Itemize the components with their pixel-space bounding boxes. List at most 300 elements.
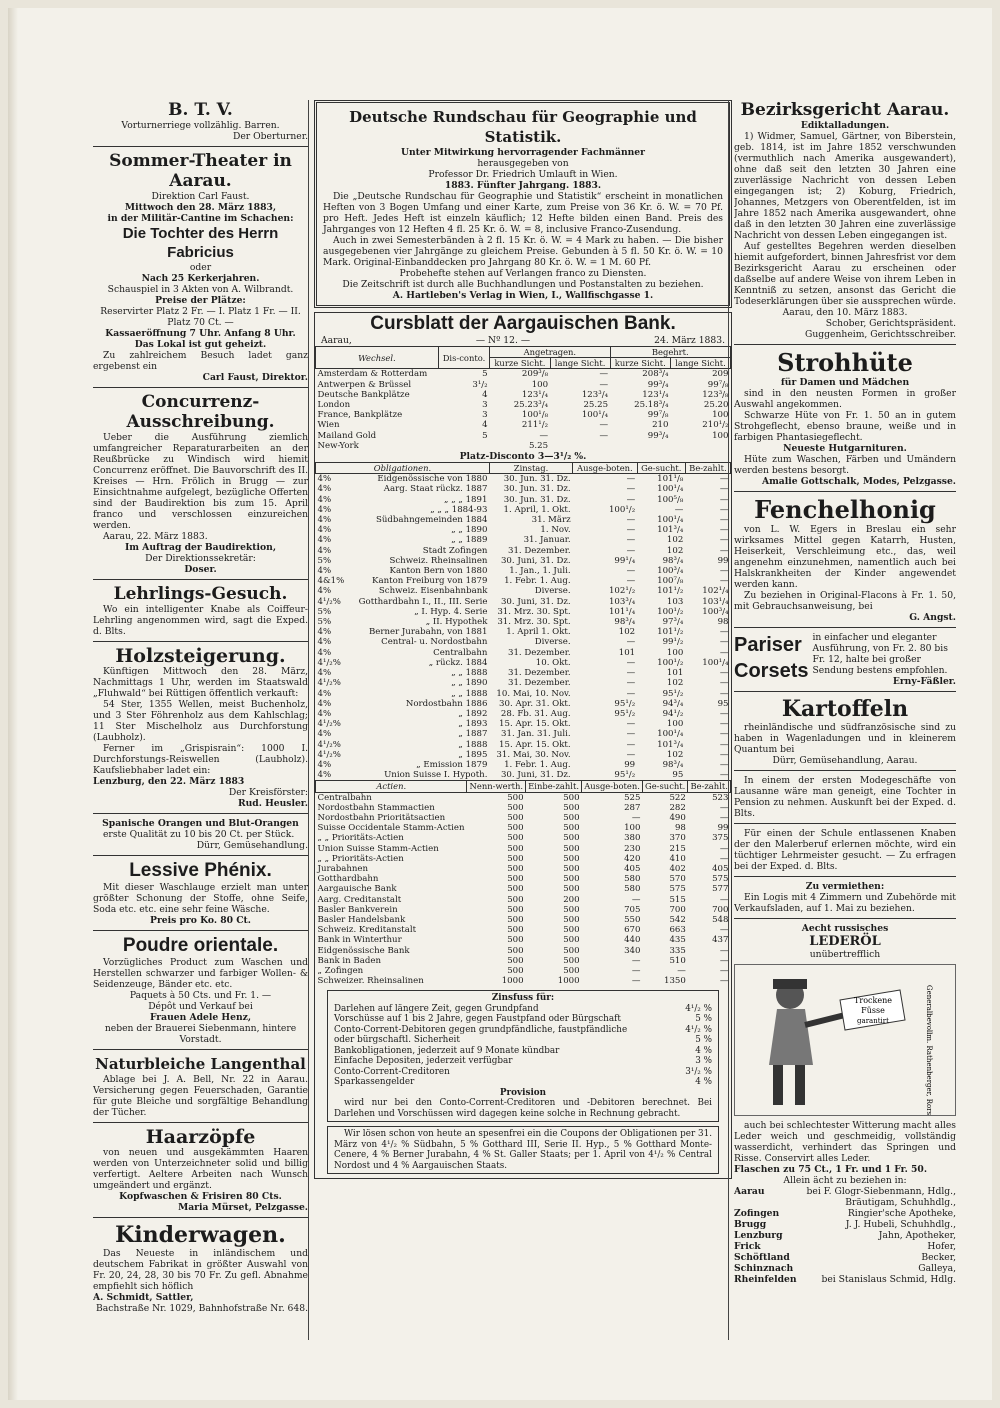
- bank-number: — Nº 12. —: [475, 335, 531, 346]
- actien-row-cell: 500: [507, 945, 524, 956]
- wechsel-row-cell: 123¹/₄: [642, 389, 669, 400]
- bezirk-sign1: Schober, Gerichtspräsident.: [825, 318, 956, 329]
- actien-row-cell: 700: [712, 904, 729, 915]
- oblig-row-cell: 99: [624, 759, 636, 770]
- oblig-row-cell: —: [719, 678, 729, 689]
- oblig-row: [316, 576, 731, 586]
- actien-row-cell: 402: [669, 863, 686, 874]
- wechsel-row: [316, 441, 731, 451]
- page-edge-left: [8, 8, 18, 1400]
- wechsel-row: [316, 390, 731, 400]
- divider: [734, 823, 956, 824]
- actien-row-cell: 705: [624, 904, 641, 915]
- theater-subtitle: Nach 25 Kerkerjahren.: [141, 273, 260, 284]
- holz-title: Holzsteigerung.: [115, 645, 286, 667]
- theater-sign: Carl Faust, Direktor.: [202, 372, 308, 383]
- oblig-row: [316, 729, 731, 739]
- rundschau-text2: Auch in zwei Semesterbänden à 2 fl. 15 Kr. ö. W. = 4 Mark zu haben. — Die bisher ausgegebenen vier Jahrgänge zu gleichem Preise. Gebunden à 5 fl. 50 Kr. ö. W. = 10 Mark. Original-Einbanddecken pro Jahrgang 80 Kr. ö. W. = 1 M. 60 Pf.: [323, 235, 723, 268]
- zinsfuss-label: Einfache Depositen, jederzeit verfügbar: [334, 1056, 513, 1067]
- actien-row-cell: 577: [712, 884, 729, 895]
- oblig-row-cell: „ „ „ 1891: [444, 494, 488, 505]
- oblig-row-cell: 101¹/₈: [657, 474, 684, 485]
- oblig-row-cell: „ 1893: [458, 719, 488, 730]
- gesucht-header: Ge-sucht.: [642, 781, 687, 792]
- oblig-row-cell: 4%: [317, 698, 332, 709]
- actien-row: [316, 956, 731, 966]
- oblig-row-cell: 95¹/₂: [614, 698, 636, 709]
- oblig-row: [316, 699, 731, 709]
- oblig-row-cell: „ „ 1890: [451, 678, 488, 689]
- actien-row: [316, 966, 731, 976]
- depot-town: Rheinfelden: [734, 1274, 797, 1285]
- wechsel-row-cell: Wien: [317, 420, 340, 431]
- wechsel-row-cell: 3: [482, 410, 488, 421]
- oblig-row-cell: 30. Juni, 31. Dz.: [500, 770, 571, 781]
- actien-row-cell: 500: [507, 802, 524, 813]
- oblig-row-cell: 31. Mai, 30. Nov.: [496, 749, 571, 760]
- actien-row: [316, 884, 731, 894]
- oblig-row: [316, 750, 731, 760]
- oblig-row-cell: 10. Mai, 10. Nov.: [496, 688, 571, 699]
- actien-row: [316, 823, 731, 833]
- pariser-body: [812, 632, 956, 687]
- wechsel-row: [316, 431, 731, 441]
- oblig-row-cell: 4%: [317, 525, 332, 536]
- actien-row-cell: 500: [507, 823, 524, 834]
- orangen-sign: Dürr, Gemüsehandlung.: [196, 840, 308, 851]
- naturbleiche-ad: [93, 1054, 308, 1118]
- actien-row-cell: 215: [669, 843, 686, 854]
- oblig-row-cell: 4&1%: [317, 576, 345, 587]
- actien-row-cell: 340: [624, 945, 641, 956]
- actien-row-cell: Suisse Occidentale Stamm-Actien: [317, 823, 465, 834]
- wechsel-disc-header: Dis-conto.: [438, 347, 489, 369]
- pariser-ad: [734, 632, 956, 687]
- bank-date: 24. März 1883.: [654, 335, 725, 346]
- zinsfuss-rate: 4¹/₂ %: [685, 1003, 712, 1014]
- actien-row-cell: —: [719, 945, 729, 956]
- actien-row-cell: 440: [624, 935, 641, 946]
- actien-row-cell: —: [719, 802, 729, 813]
- oblig-row-cell: 100¹/₂: [657, 606, 684, 617]
- oblig-row-cell: 31. Dezember.: [508, 678, 571, 689]
- actien-row-cell: Nordostbahn Prioritätsactien: [317, 812, 446, 823]
- wechsel-row-cell: Antwerpen & Brüssel: [317, 379, 412, 390]
- oblig-row-cell: 100¹/₄: [657, 729, 684, 740]
- oblig-row-cell: 102: [666, 535, 684, 546]
- wechsel-row-cell: 4: [482, 389, 488, 400]
- oblig-row-cell: 1. April, 1. Okt.: [503, 504, 571, 515]
- actien-table: [315, 780, 731, 986]
- ausgeboten-header: Ausge-boten.: [573, 463, 638, 474]
- right-column: [734, 100, 956, 1289]
- bezahlt-header: Be-zahlt.: [688, 781, 731, 792]
- oblig-row-cell: 101¹/₄: [608, 606, 636, 617]
- actien-row-cell: 500: [563, 812, 580, 823]
- zinsfuss-row: [334, 1077, 712, 1088]
- wechsel-row: [316, 420, 731, 430]
- actien-row-cell: 500: [563, 853, 580, 864]
- bezirk-sub: Ediktalladungen.: [800, 120, 890, 131]
- oblig-row-cell: Südbahngemeinden 1884: [376, 515, 488, 526]
- actien-row-cell: 500: [563, 863, 580, 874]
- poudre-ad: [93, 935, 308, 1045]
- oblig-row-cell: 98³/₄: [662, 555, 684, 566]
- zinsfuss-rate: 3¹/₂ %: [685, 1066, 712, 1077]
- oblig-row-cell: —: [719, 637, 729, 648]
- concurrenz-date: Aarau, 22. März 1883.: [103, 531, 208, 542]
- zinsfuss-label: Conto-Corrent-Debitoren gegen grundpfändliche, faustpfändliche: [334, 1024, 628, 1035]
- theater-ad: [93, 151, 308, 383]
- actien-row-cell: 405: [712, 863, 729, 874]
- poudre-addr: neben der Brauerei Siebenmann, hintere Vorstadt.: [104, 1023, 297, 1045]
- wechsel-row-cell: —: [539, 430, 549, 441]
- concurrenz-title: Concurrenz-Ausschreibung.: [126, 392, 275, 432]
- oblig-row: [316, 740, 731, 750]
- wechsel-row-cell: 99³/₄: [647, 379, 669, 390]
- divider: [734, 770, 956, 771]
- ausgeboten-header: Ausge-boten.: [582, 781, 643, 792]
- depot-row: [734, 1274, 956, 1285]
- oblig-row-cell: 100¹/₄: [657, 515, 684, 526]
- oblig-row-cell: —: [626, 474, 636, 485]
- orangen-text: erste Qualität zu 10 bis 20 Ct. per Stück.: [103, 829, 295, 840]
- stroh-neu: Neueste Hutgarnituren.: [783, 443, 907, 454]
- actien-row-cell: 490: [669, 812, 686, 823]
- actien-row-cell: Schweiz. Kreditanstalt: [317, 925, 417, 936]
- kartoffeln-text: rheinländische und südfranzösische sind zu haben in Wagenladungen und in kleinerem Quantum bei: [734, 722, 956, 755]
- oblig-row-cell: 28. Fb. 31. Aug.: [500, 708, 571, 719]
- depot-town: Schinznach: [734, 1263, 794, 1274]
- oblig-row-cell: —: [626, 668, 636, 679]
- actien-row-cell: —: [719, 955, 729, 966]
- actien-row: [316, 915, 731, 925]
- oblig-row-cell: Schweiz. Eisenbahnbank: [378, 586, 488, 597]
- oblig-row-cell: „ I. Hyp. 4. Serie: [414, 606, 488, 617]
- stroh-text: sind in den neusten Formen in großer Auswahl angekommen.: [734, 388, 956, 410]
- depot-town: Brugg: [734, 1219, 767, 1230]
- provision-text: wird nur bei den Conto-Corrent-Creditoren und -Debitoren berechnet. Bei Darlehen und Vorschüssen wird dagegen keine solche in Rechnung gebracht.: [334, 1098, 712, 1119]
- wechsel-row-cell: 100¹/₈: [521, 410, 549, 421]
- oblig-body: [316, 474, 731, 781]
- lessive-text: Mit dieser Waschlauge erzielt man unter größter Schonung der Stoffe, ohne Seife, Soda etc. etc. eine sehr feine Wäsche.: [93, 882, 308, 915]
- wechsel-row: [316, 400, 731, 410]
- actien-row-cell: 580: [624, 884, 641, 895]
- oblig-row-cell: —: [719, 484, 729, 495]
- concurrenz-sign: Doser.: [184, 564, 217, 575]
- stroh-title: Strohhüte: [777, 348, 913, 377]
- russian-figure-icon: [735, 965, 935, 1115]
- leder-title: LEDERÖL: [809, 934, 881, 949]
- oblig-row-cell: 103¹/₄: [702, 596, 729, 607]
- bezirk-notice: [734, 100, 956, 340]
- oblig-row-cell: 1. Febr. 1. Aug.: [504, 759, 571, 770]
- oblig-row-cell: 15. Apr. 15. Okt.: [499, 739, 571, 750]
- haar-ad: [93, 1127, 308, 1213]
- oblig-row-cell: „ 1888: [458, 739, 488, 750]
- theater-place: in der Militär-Cantine im Schachen:: [107, 213, 294, 224]
- wechsel-row-cell: [438, 441, 489, 451]
- actien-row-cell: 500: [563, 802, 580, 813]
- actien-row-cell: 230: [624, 843, 641, 854]
- leder-price: Flaschen zu 75 Ct., 1 Fr. und 1 Fr. 50.: [734, 1164, 928, 1175]
- oblig-row-cell: 103: [666, 596, 684, 607]
- newspaper-page: [8, 8, 992, 1400]
- oblig-table: [315, 462, 731, 780]
- actien-row: [316, 905, 731, 915]
- wechsel-row-cell: 99⁷/₈: [707, 379, 729, 390]
- concurrenz-sec: Der Direktionssekretär:: [145, 553, 256, 564]
- actien-row-cell: 200: [563, 894, 580, 905]
- pariser-sign: Erny-Fäßler.: [892, 676, 956, 687]
- actien-row-cell: 405: [624, 863, 641, 874]
- oblig-row-cell: 99: [717, 555, 729, 566]
- actien-row-cell: 670: [624, 925, 641, 936]
- actien-row-cell: 500: [563, 904, 580, 915]
- oblig-row-cell: 4%: [317, 535, 332, 546]
- wechsel-row-cell: —: [599, 369, 609, 380]
- kinder-text: Das Neueste in inländischem und deutschem Fabrikat in größter Auswahl von Fr. 20, 24, 28, 30 bis 70 Fr. Zu gefl. Abnahme empfiehlt sich höflich: [93, 1248, 308, 1292]
- oblig-row-cell: —: [626, 515, 636, 526]
- oblig-row-cell: Stadt Zofingen: [422, 545, 488, 556]
- oblig-row: [316, 760, 731, 770]
- wechsel-row-cell: 25.18³/₄: [634, 400, 669, 411]
- oblig-row-cell: —: [626, 576, 636, 587]
- oblig-row-cell: Berner Jurabahn, von 1881: [368, 627, 488, 638]
- actien-row-cell: 500: [507, 904, 524, 915]
- oblig-row: [316, 607, 731, 617]
- divider: [93, 146, 308, 147]
- oblig-row-cell: 4%: [317, 729, 332, 740]
- oblig-row-cell: Aarg. Staat rückz. 1887: [383, 484, 488, 495]
- actien-row: [316, 792, 731, 803]
- actien-row: [316, 833, 731, 843]
- oblig-row-cell: Schweiz. Rheinsalinen: [389, 555, 488, 566]
- oblig-row-cell: 101¹/₂: [657, 586, 684, 597]
- oblig-row-cell: Union Suisse I. Hypoth.: [384, 770, 488, 781]
- zinsfuss-label: Conto-Corrent-Creditoren: [334, 1066, 450, 1077]
- oblig-row-cell: —: [719, 729, 729, 740]
- oblig-row-cell: —: [719, 504, 729, 515]
- oblig-row-cell: —: [719, 545, 729, 556]
- oblig-row-cell: —: [719, 627, 729, 638]
- oblig-row: [316, 495, 731, 505]
- wechsel-row-cell: 210¹/₂: [702, 420, 729, 431]
- leder-sub: unübertrefflich: [809, 949, 881, 960]
- theater-director: Direktion Carl Faust.: [151, 191, 250, 202]
- pariser-word2: Corsets: [734, 660, 809, 682]
- wechsel-row-cell: 5.25: [528, 440, 549, 451]
- actien-row-cell: 500: [563, 965, 580, 976]
- wechsel-row-cell: 123³/₈: [702, 389, 729, 400]
- actien-row-cell: 580: [624, 874, 641, 885]
- mode-notice: In einem der ersten Modegeschäfte von Lausanne wäre man geneigt, eine Tochter in Pension zu nehmen. Auskunft bei der Exped. d. Blts.: [734, 775, 956, 819]
- leder-side-text: Generalbevollm. Rathenberger, Rorschach: [925, 985, 933, 1115]
- wechsel-row-cell: 100: [531, 379, 549, 390]
- oblig-row-cell: —: [719, 759, 729, 770]
- poudre-depot: Dépôt und Verkauf bei: [148, 1001, 253, 1012]
- oblig-row-cell: 4%: [317, 770, 332, 781]
- oblig-row-cell: 101³/₄: [657, 525, 684, 536]
- zinstag-header: Zinstag.: [489, 463, 572, 474]
- oblig-row-cell: 4¹/₂%: [317, 719, 341, 730]
- actien-row-cell: 500: [563, 884, 580, 895]
- depot-row: [734, 1252, 956, 1263]
- rundschau-text3: Probehefte stehen auf Verlangen franco zu Diensten.: [399, 268, 647, 279]
- oblig-row-cell: —: [626, 484, 636, 495]
- zinsfuss-box: [327, 990, 719, 1122]
- actien-row-cell: 100: [624, 823, 641, 834]
- actien-row-cell: 500: [507, 884, 524, 895]
- lehrling-text: Wo ein intelligenter Knabe als Coiffeur-Lehrling angenommen wird, sagt die Exped. d. Blts.: [93, 604, 308, 637]
- oblig-row-cell: 100³/₄: [702, 606, 729, 617]
- actien-row: [316, 854, 731, 864]
- divider: [93, 855, 308, 856]
- actien-row-cell: 500: [563, 935, 580, 946]
- actien-row: [316, 895, 731, 905]
- oblig-row-cell: —: [719, 494, 729, 505]
- actien-row-cell: 500: [563, 843, 580, 854]
- oblig-row: [316, 678, 731, 688]
- oblig-row-cell: Central- u. Nordostbahn: [381, 637, 488, 648]
- haar-sign: Maria Mürset, Pelzgasse.: [178, 1202, 308, 1213]
- theater-heated: Das Lokal ist gut geheizt.: [134, 339, 267, 350]
- einbezahlt-header: Einbe-zahlt.: [526, 781, 582, 792]
- oblig-row-cell: 102¹/₄: [702, 586, 729, 597]
- oblig-row-cell: —: [719, 474, 729, 485]
- oblig-row-cell: 31. Jan. 31. Juli.: [501, 729, 571, 740]
- depot-row: [734, 1230, 956, 1241]
- kartoffeln-sign: Dürr, Gemüsehandlung, Aarau.: [772, 755, 918, 766]
- oblig-row-cell: 31. Dezember.: [508, 647, 571, 658]
- actien-row-cell: 500: [563, 925, 580, 936]
- actien-row-cell: 550: [624, 914, 641, 925]
- oblig-row-cell: 4%: [317, 566, 332, 577]
- wechsel-row-cell: 5: [482, 430, 488, 441]
- wechsel-row-cell: —: [599, 430, 609, 441]
- kinder-ad: [93, 1222, 308, 1314]
- oblig-row-cell: „ „ 1889: [451, 535, 488, 546]
- oblig-row-cell: „ „ 1888: [451, 688, 488, 699]
- oblig-title: Obligationen.: [316, 463, 490, 474]
- oblig-row-cell: Diverse.: [534, 586, 571, 597]
- actien-row-cell: 375: [712, 833, 729, 844]
- oblig-row-cell: —: [719, 668, 729, 679]
- oblig-row-cell: „ „ 1890: [451, 525, 488, 536]
- oblig-row-cell: —: [626, 494, 636, 505]
- actien-row-cell: Centralbahn: [317, 792, 372, 803]
- oblig-row-cell: 4%: [317, 586, 332, 597]
- actien-row-cell: 500: [507, 833, 524, 844]
- column-rule: [728, 100, 729, 1340]
- oblig-row-cell: 4¹/₂%: [317, 749, 341, 760]
- theater-desc: Schauspiel in 3 Akten von A. Wilbrandt.: [107, 284, 294, 295]
- kinder-addr: Bachstraße Nr. 1029, Bahnhofstraße Nr. 648.: [96, 1303, 308, 1314]
- oblig-row-cell: 31. Mrz. 30. Spt.: [497, 617, 571, 628]
- wechsel-row-cell: 99³/₄: [647, 430, 669, 441]
- leder-illustration: [734, 964, 956, 1116]
- wechsel-angetr-header: Angetragen.: [490, 347, 610, 358]
- oblig-row-cell: 4%: [317, 647, 332, 658]
- leder-head: Aecht russisches: [801, 923, 889, 934]
- divider: [734, 491, 956, 492]
- zinsfuss-rate: 5 %: [695, 1035, 712, 1046]
- oblig-row-cell: 102: [618, 627, 636, 638]
- actien-row-cell: 435: [669, 935, 686, 946]
- actien-row-cell: 500: [563, 874, 580, 885]
- pariser-word1: Pariser: [734, 634, 802, 656]
- rundschau-sub1: Unter Mitwirkung hervorragender Fachmänner: [400, 147, 645, 158]
- oblig-row-cell: „ II. Hypothek: [425, 617, 488, 628]
- actien-row: [316, 813, 731, 823]
- stroh-ad: [734, 349, 956, 487]
- zinsfuss-row: [334, 1035, 712, 1046]
- holz-sec: Der Kreisförster:: [228, 787, 308, 798]
- oblig-row-cell: 5%: [317, 555, 332, 566]
- rundschau-text: Die „Deutsche Rundschau für Geographie und Statistik“ erscheint in monatlichen Heften von 3 Bogen Umfang und einer Karte, zum Preise von 36 Kr. ö. W. = 70 Pf. pro Heft. Jedes Heft ist einzeln käuflich; 12 Hefte bilden einen Band. Preis des Jahrganges von 12 Heften 4 fl. 25 Kr. ö. W. = 8, inclusive Franco-Zusendung.: [323, 191, 723, 235]
- oblig-row-cell: 102¹/₂: [608, 586, 636, 597]
- oblig-row-cell: —: [719, 688, 729, 699]
- actien-row-cell: Eidgenössische Bank: [317, 945, 410, 956]
- oblig-row-cell: —: [626, 719, 636, 730]
- depot-seller: Ringier'sche Apotheke,: [847, 1208, 956, 1219]
- rundschau-year: 1883. Fünfter Jahrgang. 1883.: [444, 180, 602, 191]
- actien-row-cell: 570: [669, 874, 686, 885]
- wechsel-row-cell: 3: [482, 400, 488, 411]
- actien-row-cell: „ „ Prioritäts-Actien: [317, 853, 404, 864]
- depot-row: [734, 1263, 956, 1274]
- divider: [93, 1122, 308, 1123]
- actien-row-cell: 500: [507, 914, 524, 925]
- coupon-box: [327, 1126, 719, 1174]
- wechsel-row-cell: 100: [712, 430, 729, 441]
- concurrenz-text: Ueber die Ausführung ziemlich umfangreicher Reparaturarbeiten an der Reußbrücke zu Windisch wird hiemit Concurrenz eröffnet. Die Bauvorschrift des II. Kreises — Hrn. Frölich in Brugg — zur Einsichtnahme aufgelegt, bezügliche Offerten sind der Baudirektion bis zum 15. April franco und verschlossen einzureichen werden.: [93, 432, 308, 531]
- fenchel-ad: [734, 496, 956, 623]
- oblig-row: [316, 658, 731, 668]
- depot-row: [734, 1219, 956, 1230]
- holz-date: Lenzburg, den 22. März 1883: [93, 776, 245, 787]
- oblig-row-cell: 4%: [317, 484, 332, 495]
- actien-row-cell: Schweizer. Rheinsalinen: [317, 976, 424, 987]
- oblig-row-cell: 100¹/₄: [657, 484, 684, 495]
- provision-title: Provision: [499, 1087, 547, 1098]
- oblig-row-cell: 100¹/₂: [657, 657, 684, 668]
- bezirk-title: Bezirksgericht Aarau.: [740, 100, 950, 120]
- actien-row-cell: 500: [563, 955, 580, 966]
- depot-seller: Galleya,: [918, 1263, 956, 1274]
- actien-row-cell: 98: [674, 823, 686, 834]
- oblig-row-cell: 4%: [317, 708, 332, 719]
- oblig-row: [316, 719, 731, 729]
- divider: [734, 876, 956, 877]
- wechsel-row-cell: [610, 441, 670, 451]
- oblig-row-cell: —: [626, 657, 636, 668]
- wechsel-row-cell: 123¹/₄: [521, 389, 549, 400]
- oblig-row-cell: —: [719, 719, 729, 730]
- fenchel-title: Fenchelhonig: [754, 495, 936, 524]
- wechsel-row-cell: 99⁷/₈: [647, 410, 669, 421]
- oblig-row-cell: 99¹/₂: [662, 637, 684, 648]
- wechsel-row: [316, 369, 731, 380]
- oblig-row-cell: —: [719, 576, 729, 587]
- oblig-row-cell: Kanton Bern von 1880: [389, 566, 488, 577]
- wechsel-row-cell: 100¹/₄: [581, 410, 609, 421]
- platz-disconto: Platz-Disconto 3—3¹/₂ %.: [459, 451, 587, 463]
- oblig-row-cell: 100⁵/₈: [657, 494, 684, 505]
- oblig-row-cell: 4%: [317, 494, 332, 505]
- wechsel-row-cell: 100: [712, 410, 729, 421]
- oblig-row-cell: —: [626, 749, 636, 760]
